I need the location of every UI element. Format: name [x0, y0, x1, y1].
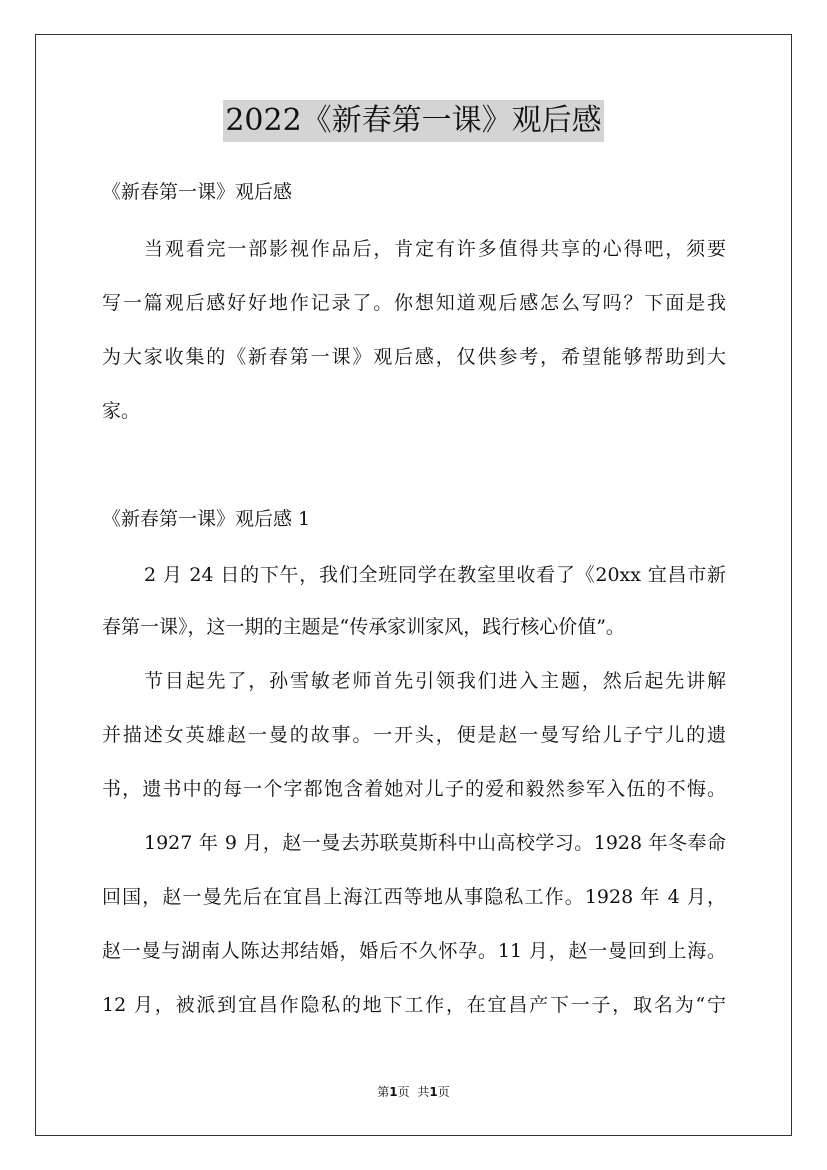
- paragraph-line: 回国，赵一曼先后在宜昌上海江西等地从事隐私工作。1928 年 4 月，: [102, 886, 726, 908]
- page-footer: [0, 1084, 827, 1100]
- paragraph-line: 家。: [102, 400, 141, 422]
- paragraph-line: 当观看完一部影视作品后，肯定有许多值得共享的心得吧，须要: [144, 238, 726, 260]
- footer-page-number: 1: [389, 1085, 398, 1099]
- footer-page-unit: 页: [397, 1085, 410, 1099]
- paragraph-line: 并描述女英雄赵一曼的故事。一开头，便是赵一曼写给儿子宁儿的遗: [102, 724, 726, 746]
- document-title: [0, 100, 827, 142]
- section-heading: 《新春第一课》观后感 1: [102, 508, 311, 530]
- paragraph-line: 赵一曼与湖南人陈达邦结婚，婚后不久怀孕。11 月，赵一曼回到上海。: [102, 940, 726, 962]
- paragraph-line: 1927 年 9 月，赵一曼去苏联莫斯科中山高校学习。1928 年冬奉命: [144, 832, 726, 854]
- paragraph-line: 节目起先了，孙雪敏老师首先引领我们进入主题，然后起先讲解: [144, 670, 726, 692]
- paragraph-line: 写一篇观后感好好地作记录了。你想知道观后感怎么写吗？下面是我: [102, 292, 726, 314]
- paragraph-line: 春第一课》，这一期的主题是“传承家训家风，践行核心价值”。: [102, 616, 625, 638]
- footer-prefix: 第: [377, 1085, 390, 1099]
- document-title-text: 2022《新春第一课》观后感: [223, 100, 603, 142]
- paragraph-line: 12 月，被派到宜昌作隐私的地下工作，在宜昌产下一子，取名为“宁: [102, 994, 726, 1016]
- paragraph-line: 为大家收集的《新春第一课》观后感，仅供参考，希望能够帮助到大: [102, 346, 726, 368]
- footer-total-pages: 1: [429, 1085, 438, 1099]
- footer-total-unit: 页: [437, 1085, 450, 1099]
- footer-total-prefix: 共: [417, 1085, 430, 1099]
- subtitle-line: 《新春第一课》观后感: [102, 181, 293, 203]
- paragraph-line: 2 月 24 日的下午，我们全班同学在教室里收看了《20xx 宜昌市新: [144, 564, 726, 586]
- paragraph-line: 书，遗书中的每一个字都饱含着她对儿子的爱和毅然参军入伍的不悔。: [102, 778, 726, 800]
